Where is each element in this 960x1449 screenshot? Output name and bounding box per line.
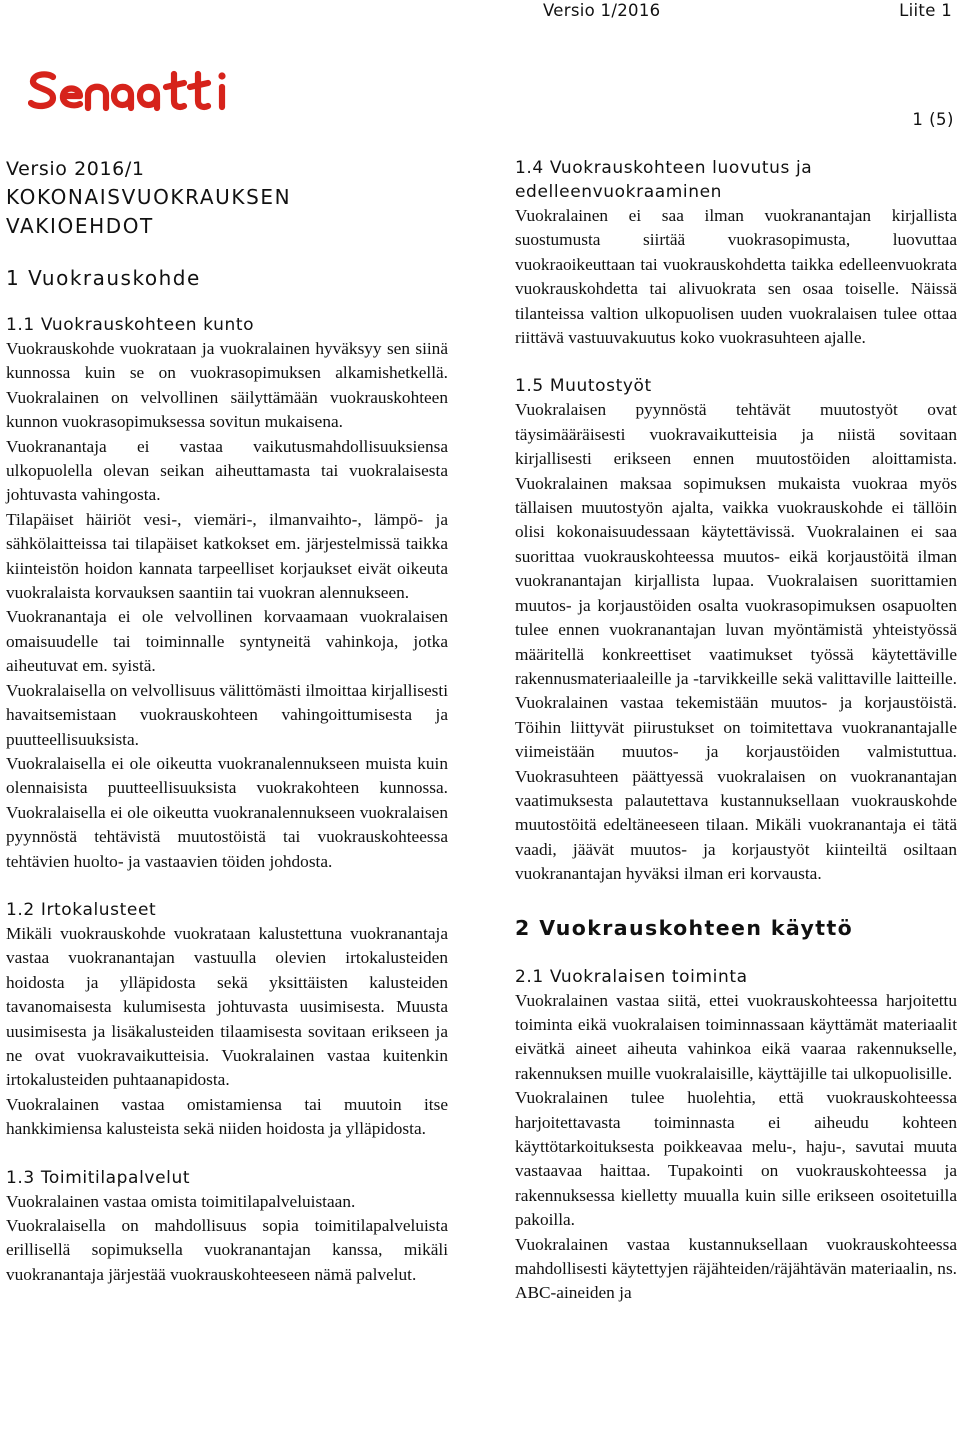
- document-title-line-1: KOKONAISVUOKRAUKSEN: [6, 185, 292, 209]
- section-2-1-paragraph: Vuokralainen vastaa kustannuksellaan vuokrauskohteessa mahdollisesti käytettyjen räjähteiden/räjähtävän materiaalin, ns. ABC-aineiden ja: [515, 1234, 957, 1303]
- section-1-1-paragraph: Vuokralaisella on velvollisuus välittömästi ilmoittaa kirjallisesti havaitsemistaan vuokrauskohteen vahingoittumisesta ja puutteellisuuksista.: [6, 680, 448, 749]
- section-1-2-paragraph: Vuokralainen vastaa omistamiensa tai muutoin itse hankkimiensa kalusteista sekä niiden hoidosta ja ylläpidosta.: [6, 1094, 448, 1139]
- section-1-3-paragraph: Vuokralaisella on mahdollisuus sopia toimitilapalveluista erillisellä sopimuksella vuokranantajan kanssa, mikäli vuokranantaja järjestää vuokrauskohteeseen nämä palvelut.: [6, 1216, 448, 1284]
- senaatti-logo-mark: [28, 70, 234, 112]
- section-1-5-title: 1.5 Muutostyöt: [515, 376, 652, 397]
- section-2-title: 2 Vuokrauskohteen käyttö: [515, 915, 854, 940]
- section-2-1-paragraph: Vuokralainen tulee huolehtia, että vuokrauskohteessa harjoitettavasta toiminnasta ei aiheudu kohteen käyttötarkoituksesta poikkeavaa melu-, haju-, savutai muuta vastaavaa haittaa. Tupakointi on vuokrauskohteessa ja rakennuksessa kielletty muualla kuin sille erikseen osoitetuilla pakoilla.: [515, 1088, 957, 1230]
- section-1-1-paragraph: Vuokranantaja ei ole velvollinen korvaamaan vuokralaisen omaisuudelle tai toiminnalle syntyneitä vahinkoja, jotka aiheutuvat em. syistä.: [6, 607, 448, 676]
- header-attachment: Liite 1: [899, 1, 952, 20]
- document-version: Versio 2016/1: [6, 158, 145, 180]
- right-column: [515, 156, 957, 1306]
- section-2-1-title: 2.1 Vuokralaisen toiminta: [515, 966, 748, 987]
- left-column: [6, 156, 448, 1287]
- document-title-line-2: VAKIOEHDOT: [6, 214, 154, 238]
- section-1-1-title: 1.1 Vuokrauskohteen kunto: [6, 315, 255, 335]
- section-1-4-title-line-1: 1.4 Vuokrauskohteen luovutus ja: [515, 158, 813, 178]
- section-2-1-paragraph: Vuokralainen vastaa siitä, ettei vuokrauskohteessa harjoitettu toiminta eikä vuokralaisen toiminnassaan käyttämät materiaalit eivätkä aineet aiheuta vahinkoa eikä vaaraa rakennukselle, rakennuksen muille vuokralaisille, käyttäjille tai ulkopuolisille.: [515, 990, 957, 1083]
- section-1-1-paragraph: Vuokralaisella ei ole oikeutta vuokranalennukseen muista kuin olennaisista puutteellisuuksista vuokrakohteen kunnossa. Vuokralaisella ei ole oikeutta vuokranalennukseen vuokralaisen pyynnöstä tehtävistä muutostöistä tai vuokrauskohteessa tehtävien huolto- ja vastaavien töiden johdosta.: [6, 753, 448, 871]
- header-version: Versio 1/2016: [543, 1, 661, 20]
- page-number: 1 (5): [912, 110, 954, 129]
- section-1-2-title: 1.2 Irtokalusteet: [6, 899, 157, 920]
- section-1-1-paragraph: Tilapäiset häiriöt vesi-, viemäri-, ilmanvaihto-, lämpö- ja sähkölaitteissa tai tilapäiset katkokset em. järjestelmissä taikka kiinteistön hoidon kannata tarpeelliset korjaukset eivät oikeuta vuokralaista korvauksen saantiin tai vuokran alennukseen.: [6, 509, 448, 603]
- section-1-3-paragraph: Vuokralainen vastaa omista toimitilapalveluistaan.: [6, 1191, 356, 1211]
- section-1-title: 1 Vuokrauskohde: [6, 266, 201, 290]
- section-1-4-title-line-2: edelleenvuokraaminen: [515, 182, 723, 202]
- section-1-1-paragraph: Vuokrauskohde vuokrataan ja vuokralainen hyväksyy sen siinä kunnossa kuin se on vuokrasopimuksen alkamishetkellä. Vuokralainen on velvollinen säilyttämään vuokrauskohteen kunnon vuokrasopimuksessa sovitun mukaisena.: [6, 339, 448, 432]
- senaatti-logo: [28, 70, 234, 117]
- section-1-1-paragraph: Vuokranantaja ei vastaa vaikutusmahdollisuuksiensa ulkopuolella olevan seikan aiheuttamasta tai vuokralaisesta johtuvasta vahingosta.: [6, 436, 448, 505]
- section-1-3-title: 1.3 Toimitilapalvelut: [6, 1167, 191, 1188]
- section-1-2-paragraph: Mikäli vuokrauskohde vuokrataan kalustettuna vuokranantaja vastaa vuokranantajan vastuulla olevien irtokalusteiden hoidosta ja ylläpidosta sekä yksittäisten kalusteiden tavanomaisesta kulumisesta johtuvasta uusimisesta. Muusta uusimisesta ja lisäkalusteiden tilaamisesta sovitaan erikseen ja ne ovat vuokravaikutteisia. Vuokralainen vastaa kuitenkin irtokalusteiden puhtaanapidosta.: [6, 923, 448, 1090]
- section-1-4-paragraph: Vuokralainen ei saa ilman vuokranantajan kirjallista suostumusta siirtää vuokrasopimusta, luovuttaa vuokraoikeuttaan tai vuokrauskohdetta taikka edelleenvuokrata vuokrauskohdetta tai alivuokrata sen osaa toiselle. Näissä tilanteissa valtion ulkopuolisen uuden vuokralaisen tulee ottaa riittävä vastuuvakuutus koko vuokrasuhteen ajalle.: [515, 206, 957, 348]
- section-1-5-paragraph: Vuokralaisen pyynnöstä tehtävät muutostyöt ovat täysimääräisesti vuokravaikutteisia ja niistä sovitaan kirjallisesti erikseen ennen muutostöiden aloittamista. Vuokralainen maksaa sopimuksen mukaista vuokraa myös tällaisen muutostyön ajalta, vaikka vuokrauskohde ei tällöin olisi kokonaisuudessaan käytettävissä. Vuokralainen ei saa suorittaa vuokrauskohteessa muutos- eikä korjaustöitä ilman vuokranantajan kirjallista lupaa. Vuokralaisen suorittamien muutos- ja korjaustöiden osalta vuokrasopimuksen osapuolten tulee ennen vuokranantajan luvan myöntämistä yhteistyössä määritellä konkreettiset vaatimukset työssä käytettäville rakennusmateriaaleille ja -tarvikkeille sekä valittaville laitteille. Vuokralainen vastaa tekemistään muutos- ja korjaustöistä. Töihin liittyvät piirustukset on toimitettava vuokranantajalle viimeistään muutos- ja korjaustöiden valmistuttua. Vuokrasuhteen päättyessä vuokralaisen on vuokranantajan vaatimuksesta palautettava kustannuksellaan vuokrauskohde muutostöitä edeltäneeseen tilaan. Mikäli vuokranantaja ei tätä vaadi, jäävät muutos- ja korjaustyöt kiinteiltä osiltaan vuokranantajan hyväksi ilman eri korvausta.: [515, 400, 957, 884]
